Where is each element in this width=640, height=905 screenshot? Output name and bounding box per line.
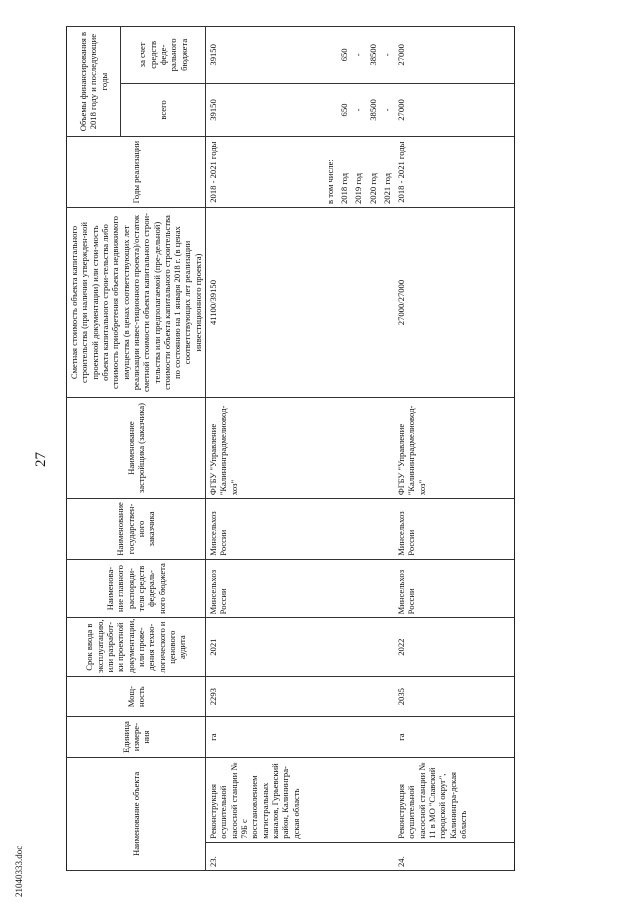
estimate-cell: 41100/39150 — [206, 208, 303, 398]
header-federal: за счет средств феде-рального бюджета — [121, 27, 206, 84]
breakdown-federal: - — [351, 27, 365, 84]
estimate-cell: 27000/27000 — [394, 208, 514, 398]
row-number: 23. — [206, 842, 303, 870]
state-customer-cell: Минсельхоз России — [206, 499, 303, 560]
header-estimate: Сметная стоимость объекта капитального строительства (при наличии утвержден-ной проектной документации) или стои-мость объекта капитального строи-тельства либо стоимость приобретения объекта недвижимого имущества (в ценах соответствующих лет реализации инвес-тиционного проекта)/остаток сметной стоимости объекта капитального строи-тельства или предполагаемой (пре-дельной) стоимости объекта капитального строительства по состоянию на 1 января 2018 г. (в ценах соответствующих лет реализации инвестиционного проекта) — [67, 208, 206, 398]
objects-table — [66, 26, 515, 871]
term-cell: 2021 — [206, 618, 303, 677]
header-developer: Наименование застройщика (заказчика) — [67, 398, 206, 499]
table-row — [303, 27, 337, 871]
footer-filename: 21040333.doc — [14, 845, 24, 897]
header-term: Срок ввода в эксплуатацию, или разработ-ки проектной документации, или прове-дения техно-логического и ценового аудита — [67, 618, 206, 677]
header-name: Наименование объекта — [67, 757, 206, 870]
developer-cell: ФГБУ "Управление "Калининградмелиовод-хоз" — [206, 398, 303, 499]
breakdown-federal: - — [380, 27, 394, 84]
header-funding: Объемы финансирования в 2018 году и последующие годы — [67, 27, 121, 137]
header-capacity: Мощ-ность — [67, 676, 206, 716]
table-row — [337, 27, 351, 871]
header-unit: Единица измере-ния — [67, 717, 206, 757]
capacity-cell: 2293 — [206, 676, 303, 716]
table-row — [351, 27, 365, 871]
table-row — [394, 27, 514, 871]
federal-cell: 39150 — [206, 27, 303, 84]
federal-cell: 27000 — [394, 27, 514, 84]
developer-cell: ФГБУ "Управление "Калининградмелиовод-хоз" — [394, 398, 514, 499]
object-name: Реконструкция осушительной насосной станции № 11 в МО "Славский городской округ", Калинингра-дская область — [394, 757, 514, 842]
breakdown-total: - — [380, 83, 394, 137]
row-number: 24. — [394, 842, 514, 870]
total-cell: 27000 — [394, 83, 514, 137]
table-row — [380, 27, 394, 871]
page-number: 27 — [33, 452, 49, 467]
breakdown-federal: 38500 — [366, 27, 380, 84]
breakdown-total: 38500 — [366, 83, 380, 137]
breakdown-year: 2021 год — [380, 137, 394, 208]
state-customer-cell: Минсельхоз России — [394, 499, 514, 560]
unit-cell: га — [206, 717, 303, 757]
years-cell: 2018 - 2021 годы — [206, 137, 303, 208]
breakdown-label: в том числе: — [303, 137, 337, 208]
breakdown-total: 650 — [337, 83, 351, 137]
capacity-cell: 2035 — [394, 676, 514, 716]
breakdown-year: 2018 год — [337, 137, 351, 208]
header-years: Годы реализации — [67, 137, 206, 208]
header-state-customer: Наименование государствен-ного заказчика — [67, 499, 206, 560]
main-manager-cell: Минсельхоз России — [394, 559, 514, 618]
main-manager-cell: Минсельхоз России — [206, 559, 303, 618]
header-main-manager: Наименова-ние главного распоряди-теля средств федераль-ного бюджета — [67, 559, 206, 618]
term-cell: 2022 — [394, 618, 514, 677]
table-row — [366, 27, 380, 871]
table-row — [206, 27, 303, 871]
breakdown-year: 2020 год — [366, 137, 380, 208]
total-cell: 39150 — [206, 83, 303, 137]
header-total: всего — [121, 83, 206, 137]
unit-cell: га — [394, 717, 514, 757]
breakdown-federal: 650 — [337, 27, 351, 84]
object-name: Реконструкция осушительной насосной станции № 79Б с восстановлением магистральных каналов, Гурьевский район, Калинингра-дская область — [206, 757, 303, 842]
breakdown-total: - — [351, 83, 365, 137]
years-cell: 2018 - 2021 годы — [394, 137, 514, 208]
breakdown-year: 2019 год — [351, 137, 365, 208]
